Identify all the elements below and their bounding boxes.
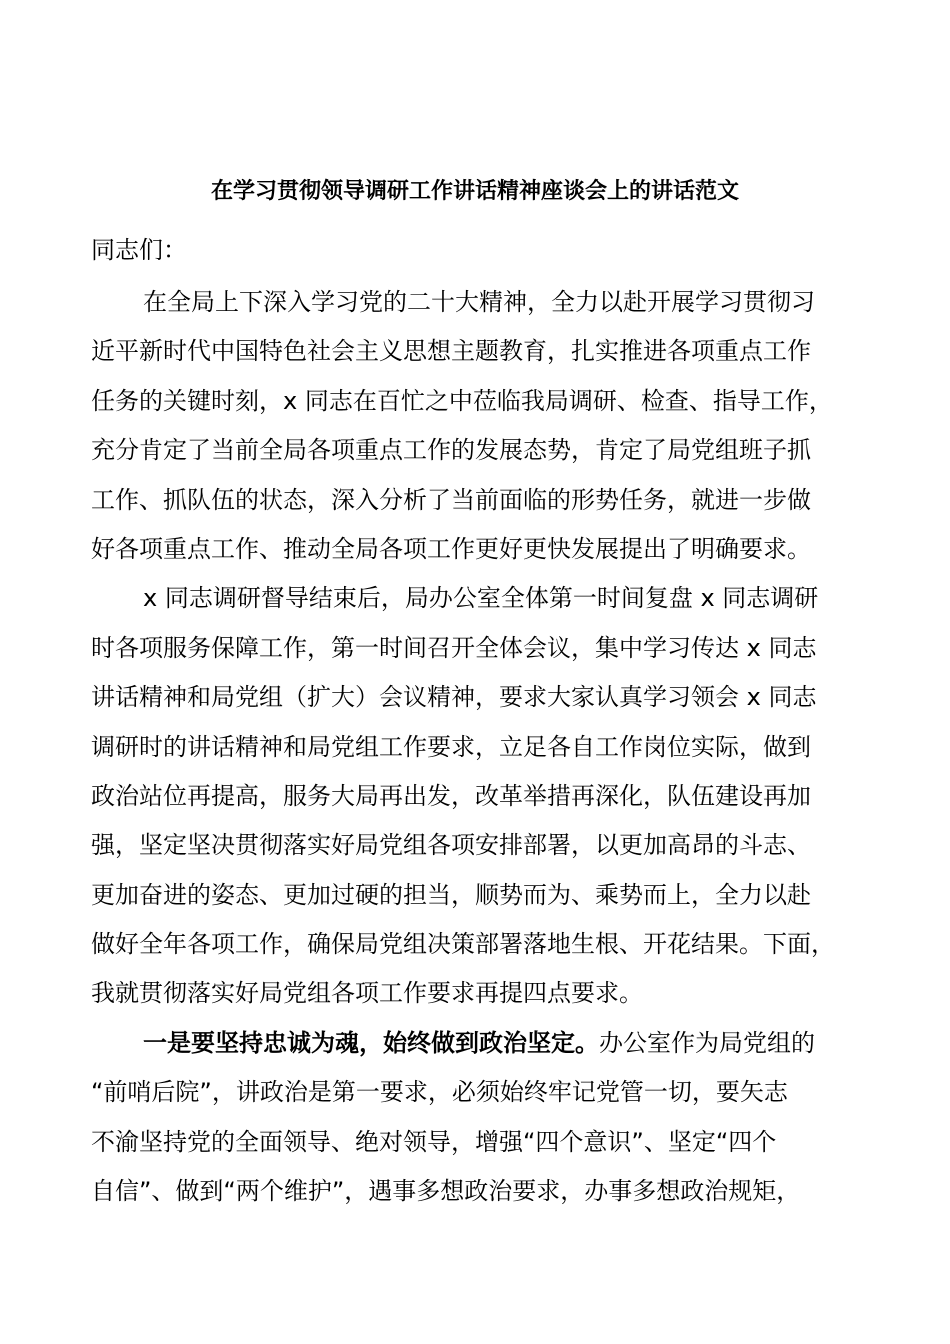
paragraph-line: 我就贯彻落实好局党组各项工作要求再提四点要求。 — [91, 979, 643, 1008]
paragraph-line — [91, 1019, 891, 1068]
paragraph-line: 在全局上下深入学习党的二十大精神，全力以赴开展学习贯彻习 — [143, 288, 815, 316]
paragraph-1 — [91, 278, 891, 574]
paragraph-line: 不渝坚持党的全面领导、绝对领导，增强“四个意识”、坚定“四个 — [91, 1127, 777, 1156]
paragraph-line: 做好全年各项工作，确保局党组决策部署落地生根、开花结果。下面， — [91, 930, 835, 959]
document-body — [91, 228, 891, 1216]
paragraph-line: 更加奋进的姿态、更加过硬的担当，顺势而为、乘势而上，全力以赴 — [91, 880, 811, 909]
paragraph-line: 任务的关键时刻，x 同志在百忙之中莅临我局调研、检查、指导工作， — [91, 386, 833, 415]
paragraph-lead-bold: 一是要坚持忠诚为魂，始终做到政治坚定。 — [143, 1028, 599, 1057]
document-title: 在学习贯彻领导调研工作讲话精神座谈会上的讲话范文 — [210, 179, 739, 204]
salutation: 同志们： — [91, 236, 187, 264]
paragraph-2 — [91, 574, 891, 1019]
paragraph-line: 强，坚定坚决贯彻落实好局党组各项安排部署，以更加高昂的斗志、 — [91, 831, 811, 860]
paragraph-line: 充分肯定了当前全局各项重点工作的发展态势，肯定了局党组班子抓 — [91, 436, 811, 465]
paragraph-line: x 同志调研督导结束后，局办公室全体第一时间复盘 x 同志调研 — [143, 584, 819, 613]
paragraph-line: 好各项重点工作、推动全局各项工作更好更快发展提出了明确要求。 — [91, 534, 811, 563]
paragraph-line: 工作、抓队伍的状态，深入分析了当前面临的形势任务，就进一步做 — [91, 485, 811, 514]
paragraph-line: “前哨后院”，讲政治是第一要求，必须始终牢记党管一切，要矢志 — [91, 1078, 788, 1107]
paragraph-line: 讲话精神和局党组（扩大）会议精神，要求大家认真学习领会 x 同志 — [91, 683, 817, 712]
paragraph-line: 近平新时代中国特色社会主义思想主题教育，扎实推进各项重点工作 — [91, 337, 811, 366]
paragraph-lead-rest: 办公室作为局党组的 — [599, 1028, 815, 1057]
paragraph-3 — [91, 1019, 891, 1217]
paragraph-line: 政治站位再提高，服务大局再出发，改革举措再深化，队伍建设再加 — [91, 781, 811, 810]
paragraph-line: 调研时的讲话精神和局党组工作要求，立足各自工作岗位实际，做到 — [91, 732, 811, 761]
paragraph-line: 自信”、做到“两个维护”，遇事多想政治要求，办事多想政治规矩， — [91, 1177, 801, 1206]
paragraph-line: 时各项服务保障工作，第一时间召开全体会议，集中学习传达 x 同志 — [91, 633, 817, 662]
